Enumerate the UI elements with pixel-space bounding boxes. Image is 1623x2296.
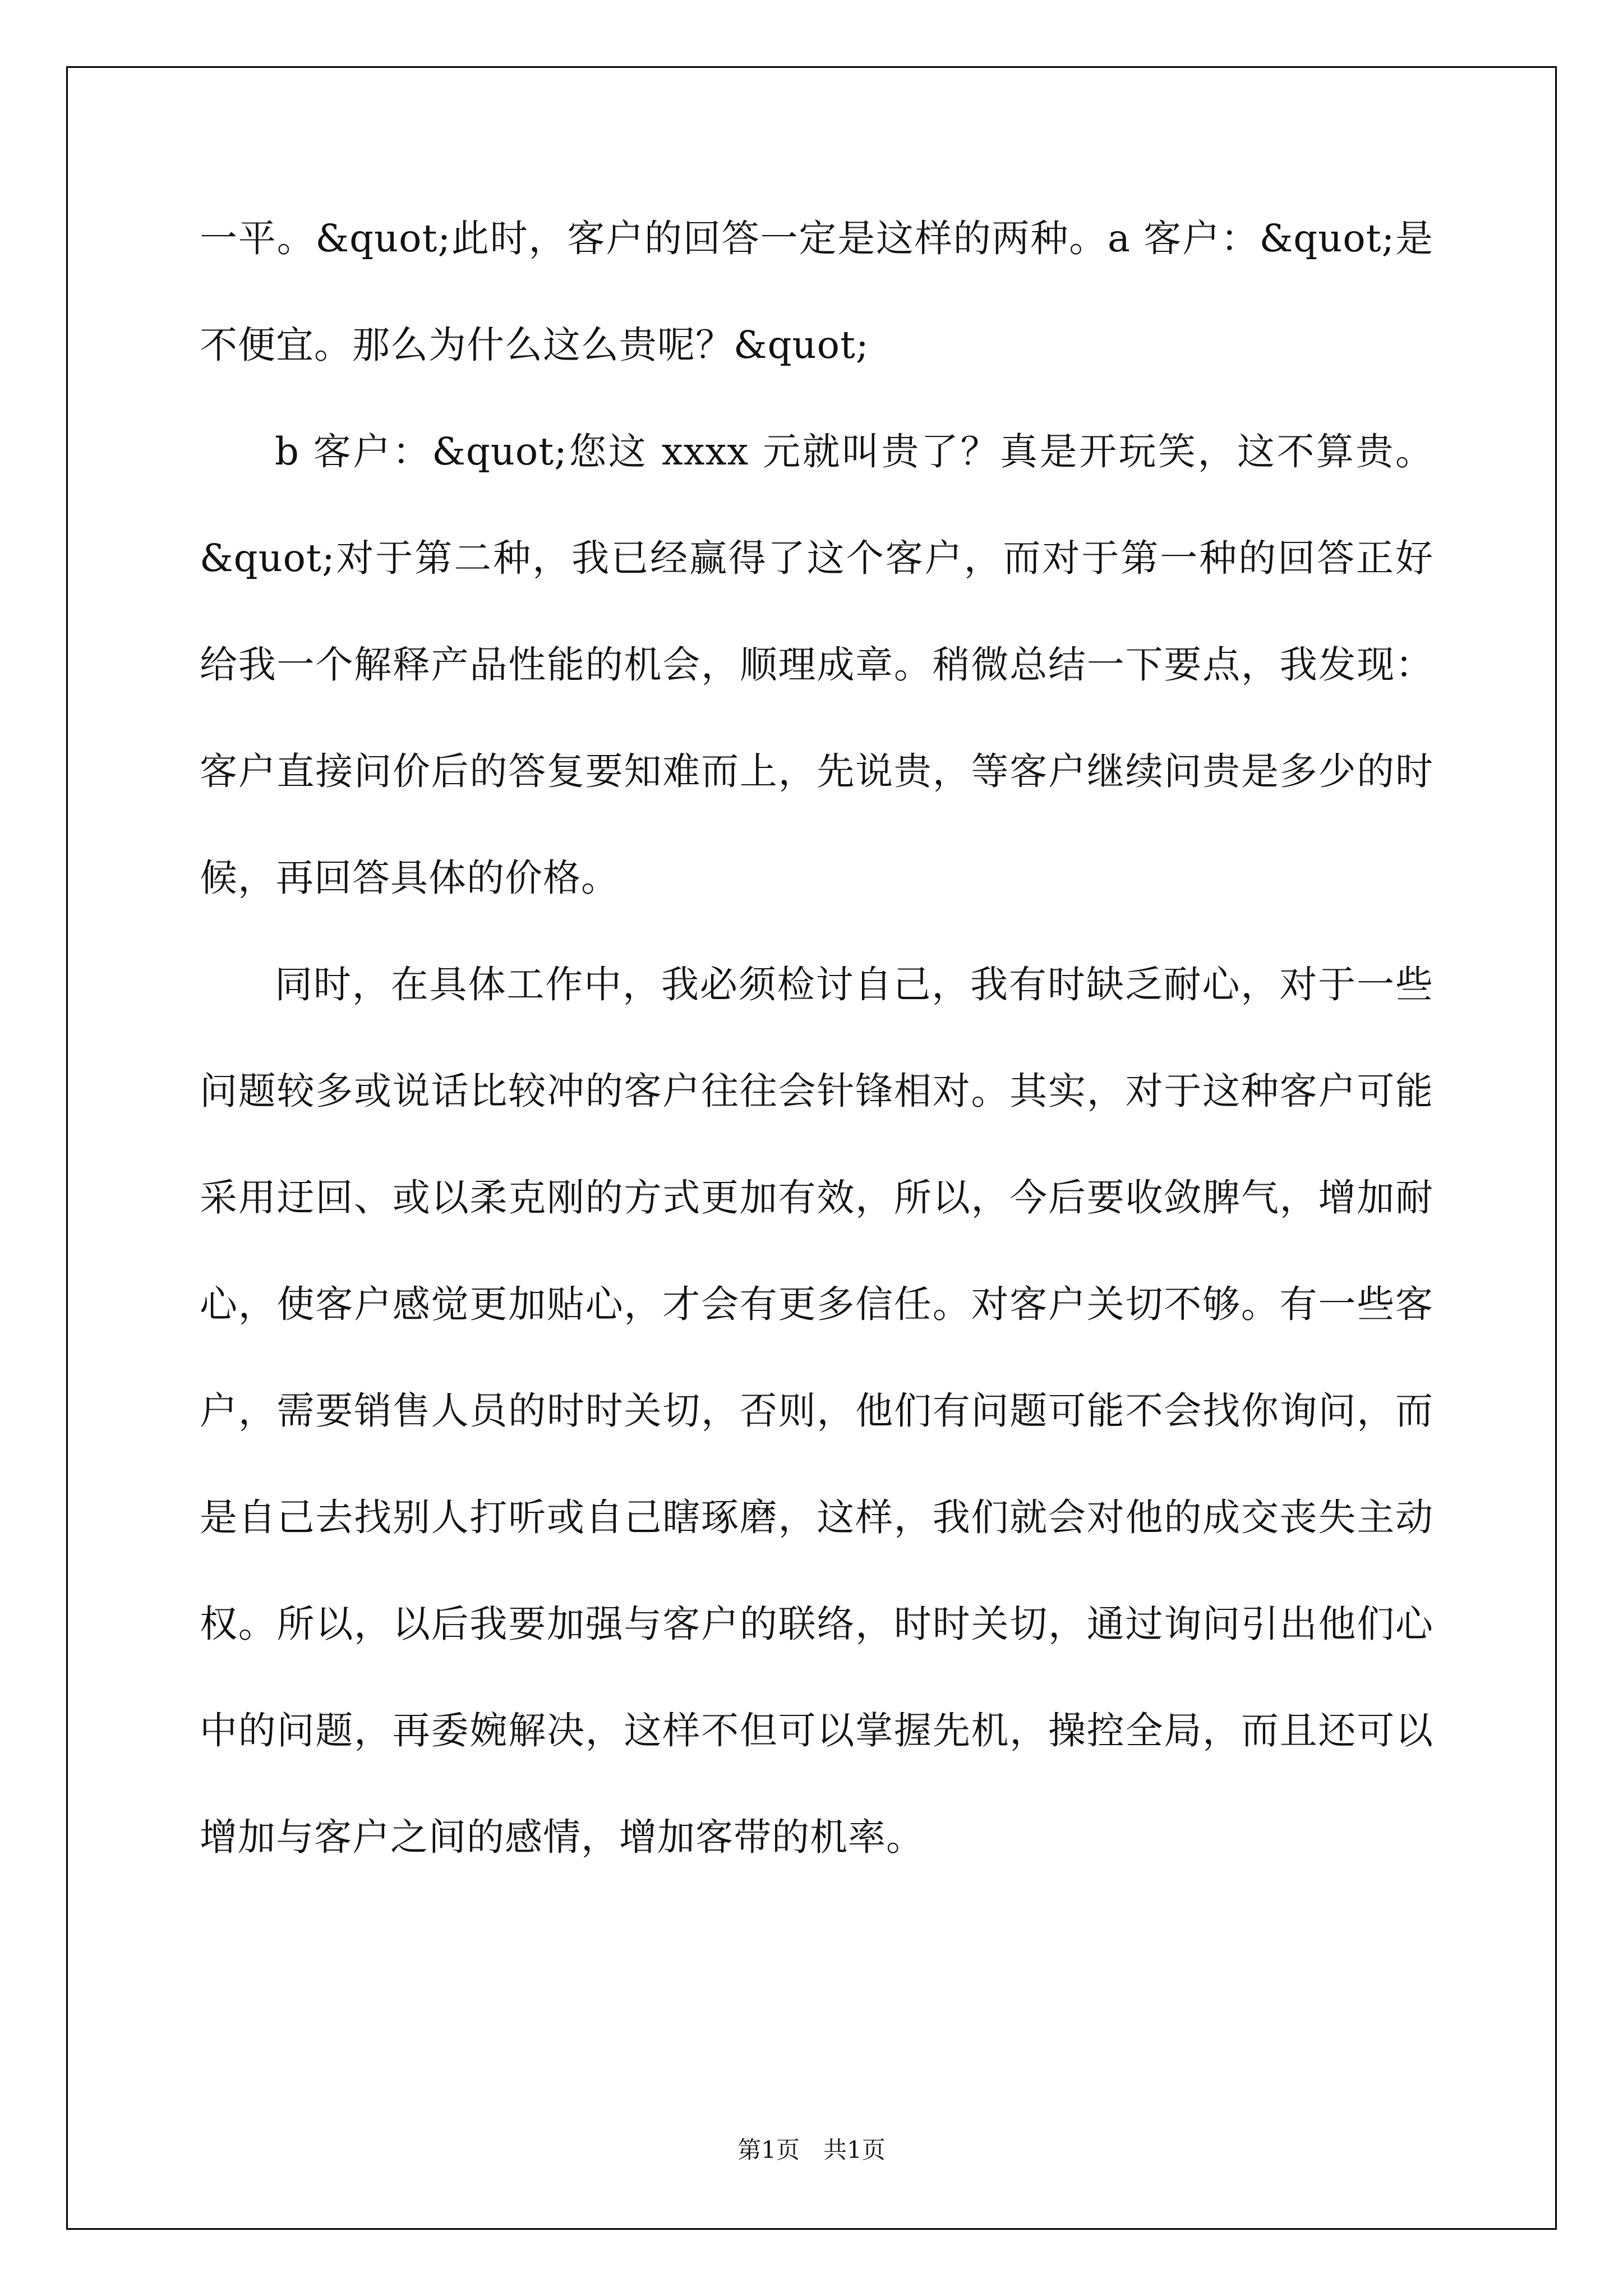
paragraph-self-review: 同时，在具体工作中，我必须检讨自己，我有时缺乏耐心，对于一些问题较多或说话比较冲的客户往往会针锋相对。其实，对于这种客户可能采用迂回、或以柔克刚的方式更加有效，所以，今后要收敛脾气，增加耐心，使客户感觉更加贴心，才会有更多信任。对客户关切不够。有一些客户，需要销售人员的时时关切，否则，他们有问题可能不会找你询问，而是自己去找别人打听或自己瞎琢磨，这样，我们就会对他的成交丧失主动权。所以，以后我要加强与客户的联络，时时关切，通过询问引出他们心中的问题，再委婉解决，这样不但可以掌握先机，操控全局，而且还可以增加与客户之间的感情，增加客带的机率。 (200, 963, 1433, 1859)
document-body (200, 185, 1433, 1890)
paragraph-continuation: 一平。&quot;此时，客户的回答一定是这样的两种。a 客户：&quot;是不便宜。那么为什么这么贵呢？&quot; (200, 217, 1433, 367)
paragraph-customer-b: b 客户：&quot;您这 xxxx 元就叫贵了？真是开玩笑，这不算贵。&quot;对于第二种，我已经赢得了这个客户，而对于第一种的回答正好给我一个解释产品性能的机会，顺理成章。稍微总结一下要点，我发现：客户直接问价后的答复要知难而上，先说贵，等客户继续问贵是多少的时候，再回答具体的价格。 (200, 430, 1433, 900)
page-number-footer: 第1页 共1页 (737, 2136, 886, 2164)
